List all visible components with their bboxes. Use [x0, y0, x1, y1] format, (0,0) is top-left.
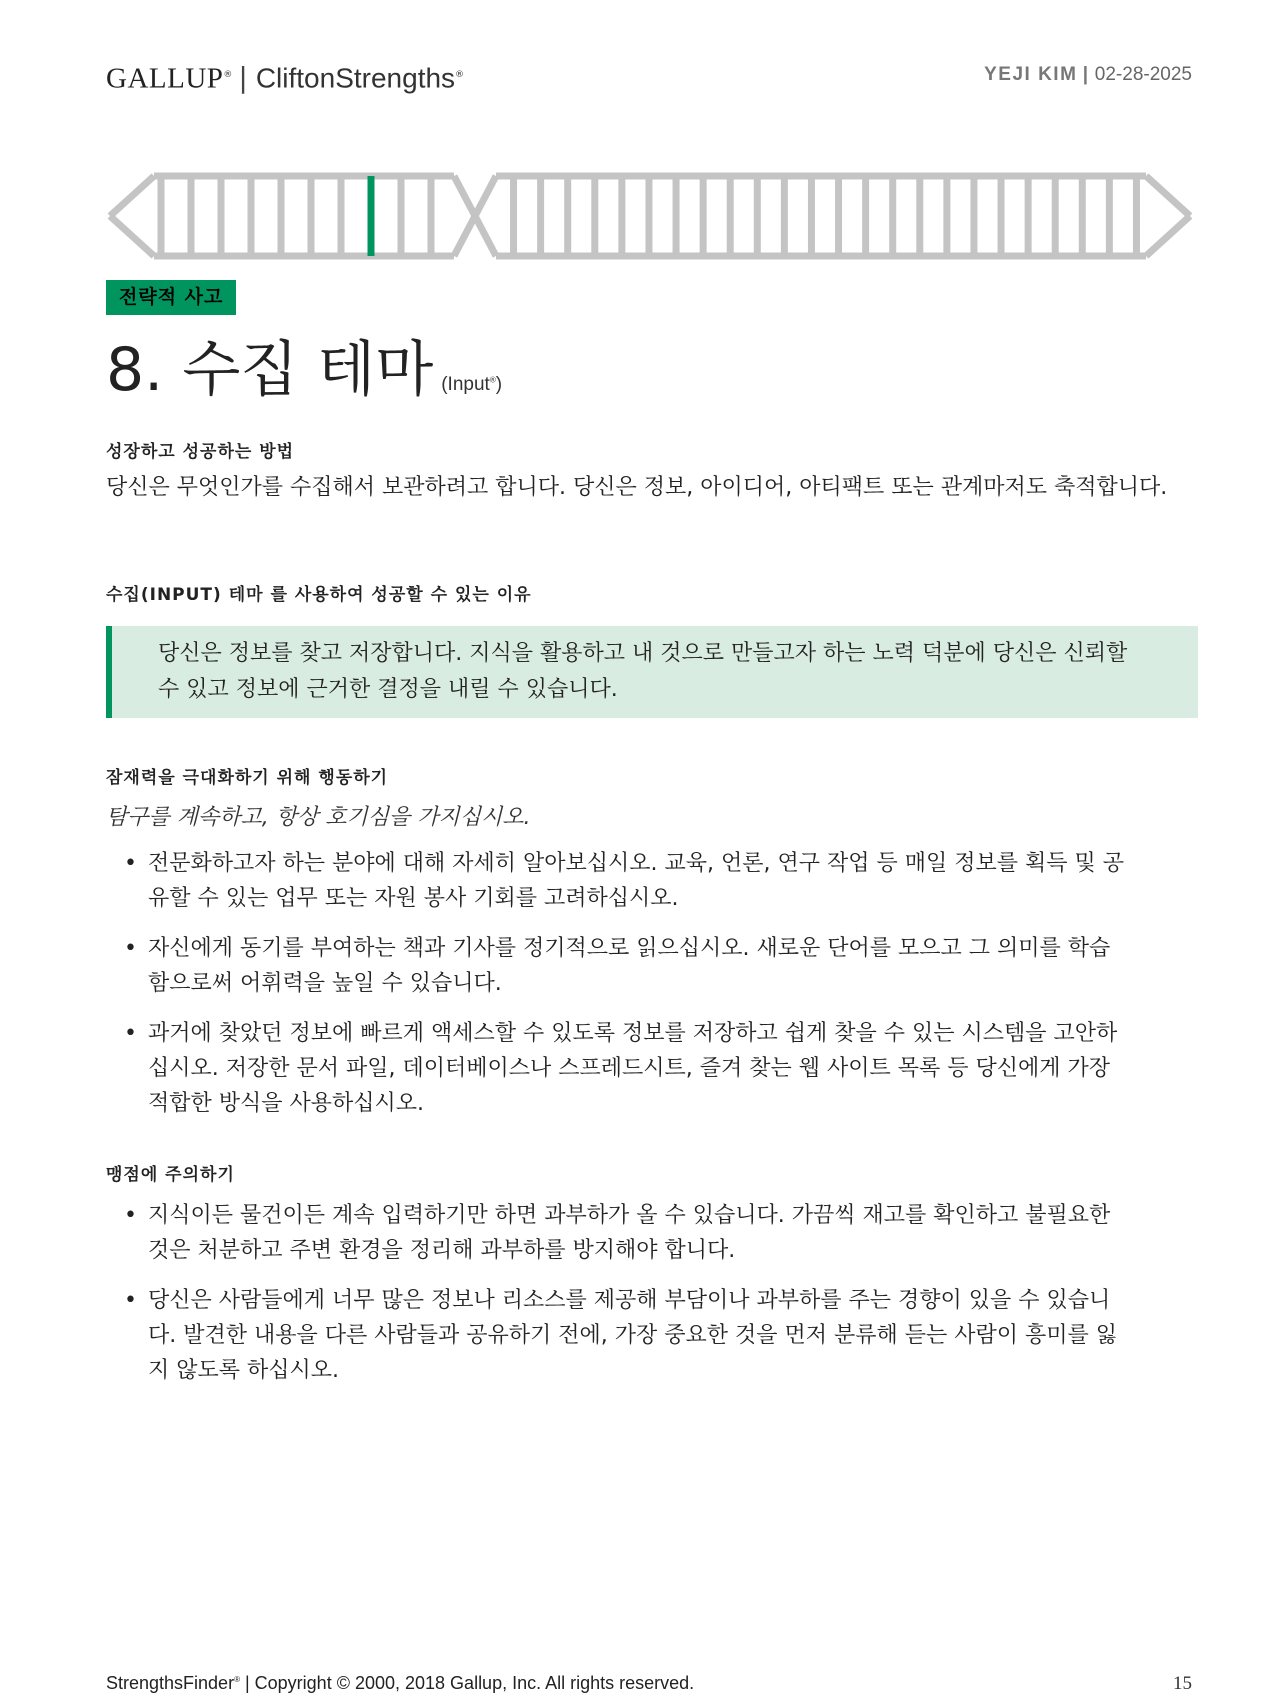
report-owner	[984, 64, 1192, 86]
registered-mark: ®	[455, 70, 465, 80]
chart-outline	[1146, 216, 1190, 256]
action-list	[106, 846, 1126, 1136]
report-date: 02-28-2025	[1094, 64, 1192, 85]
why-quote-text: 당신은 정보를 찾고 저장합니다. 지식을 활용하고 내 것으로 만들고자 하는 노력 덕분에 당신은 신뢰할 수 있고 정보에 근거한 결정을 내릴 수 있습니다.	[158, 641, 1128, 702]
list-item: • 전문화하고자 하는 분야에 대해 자세히 알아보십시오. 교육, 언론, 연구 작업 등 매일 정보를 획득 및 공유할 수 있는 업무 또는 자원 봉사 기회를 고려하십시오.	[106, 846, 1126, 916]
list-item: • 과거에 찾았던 정보에 빠르게 액세스할 수 있도록 정보를 저장하고 쉽게 찾을 수 있는 시스템을 고안하십시오. 저장한 문서 파일, 데이터베이스나 스프레드시트, 즐겨 찾는 웹 사이트 목록 등 당신에게 가장 적합한 방식을 사용하십시오.	[106, 1016, 1126, 1121]
brand-separator: |	[238, 61, 248, 95]
brand-logo	[106, 58, 464, 95]
theme-title: 8. 수집 테마	[106, 335, 434, 405]
bullet-icon: •	[124, 936, 137, 961]
section-label-action: 잠재력을 극대화하기 위해 행동하기	[106, 768, 389, 788]
registered-mark: ®	[223, 70, 233, 80]
bullet-icon: •	[124, 851, 137, 876]
cliftonstrengths-logo: CliftonStrengths	[255, 62, 456, 94]
page-title	[106, 330, 502, 425]
bullet-icon: •	[124, 1288, 137, 1313]
bullet-icon: •	[124, 1021, 137, 1046]
section-label-why: 수집(INPUT) 테마 를 사용하여 성공할 수 있는 이유	[106, 585, 532, 605]
list-item: • 당신은 사람들에게 너무 많은 정보나 리소스를 제공해 부담이나 과부하를 주는 경향이 있을 수 있습니다. 발견한 내용을 다른 사람들과 공유하기 전에, 가장 중요한 것을 먼저 분류해 듣는 사람이 흥미를 잃지 않도록 하십시오.	[106, 1283, 1126, 1388]
user-separator: |	[1082, 64, 1090, 85]
action-subtitle: 탐구를 계속하고, 항상 호기심을 가지십시오.	[106, 805, 531, 830]
theme-description: 당신은 무엇인가를 수집해서 보관하려고 합니다. 당신은 정보, 아이디어, 아티팩트 또는 관계마저도 축적합니다.	[106, 475, 1168, 500]
chart-outline	[1146, 176, 1190, 216]
strength-rank-chart	[106, 168, 1194, 264]
bullet-icon: •	[124, 1203, 137, 1228]
section-label-how: 성장하고 성공하는 방법	[106, 442, 295, 462]
gallup-logo: GALLUP	[106, 62, 224, 95]
chart-outline	[110, 176, 154, 216]
theme-english-name: (Input®)	[441, 374, 503, 395]
why-quote-box	[106, 626, 1198, 718]
user-name: YEJI KIM	[984, 64, 1078, 85]
list-item: • 지식이든 물건이든 계속 입력하기만 하면 과부하가 올 수 있습니다. 가끔씩 재고를 확인하고 불필요한 것은 처분하고 주변 환경을 정리해 과부하를 방지해야 합니다.	[106, 1198, 1126, 1268]
list-item: • 자신에게 동기를 부여하는 책과 기사를 정기적으로 읽으십시오. 새로운 단어를 모으고 그 의미를 학습함으로써 어휘력을 높일 수 있습니다.	[106, 931, 1126, 1001]
domain-badge: 전략적 사고	[106, 280, 236, 315]
chart-outline	[110, 216, 154, 256]
blindspot-list	[106, 1198, 1126, 1403]
footer-copyright: StrengthsFinder® | Copyright © 2000, 2018 Gallup, Inc. All rights reserved.	[106, 1673, 695, 1693]
section-label-blindspots: 맹점에 주의하기	[106, 1165, 235, 1185]
page-number: 15	[1173, 1673, 1192, 1694]
